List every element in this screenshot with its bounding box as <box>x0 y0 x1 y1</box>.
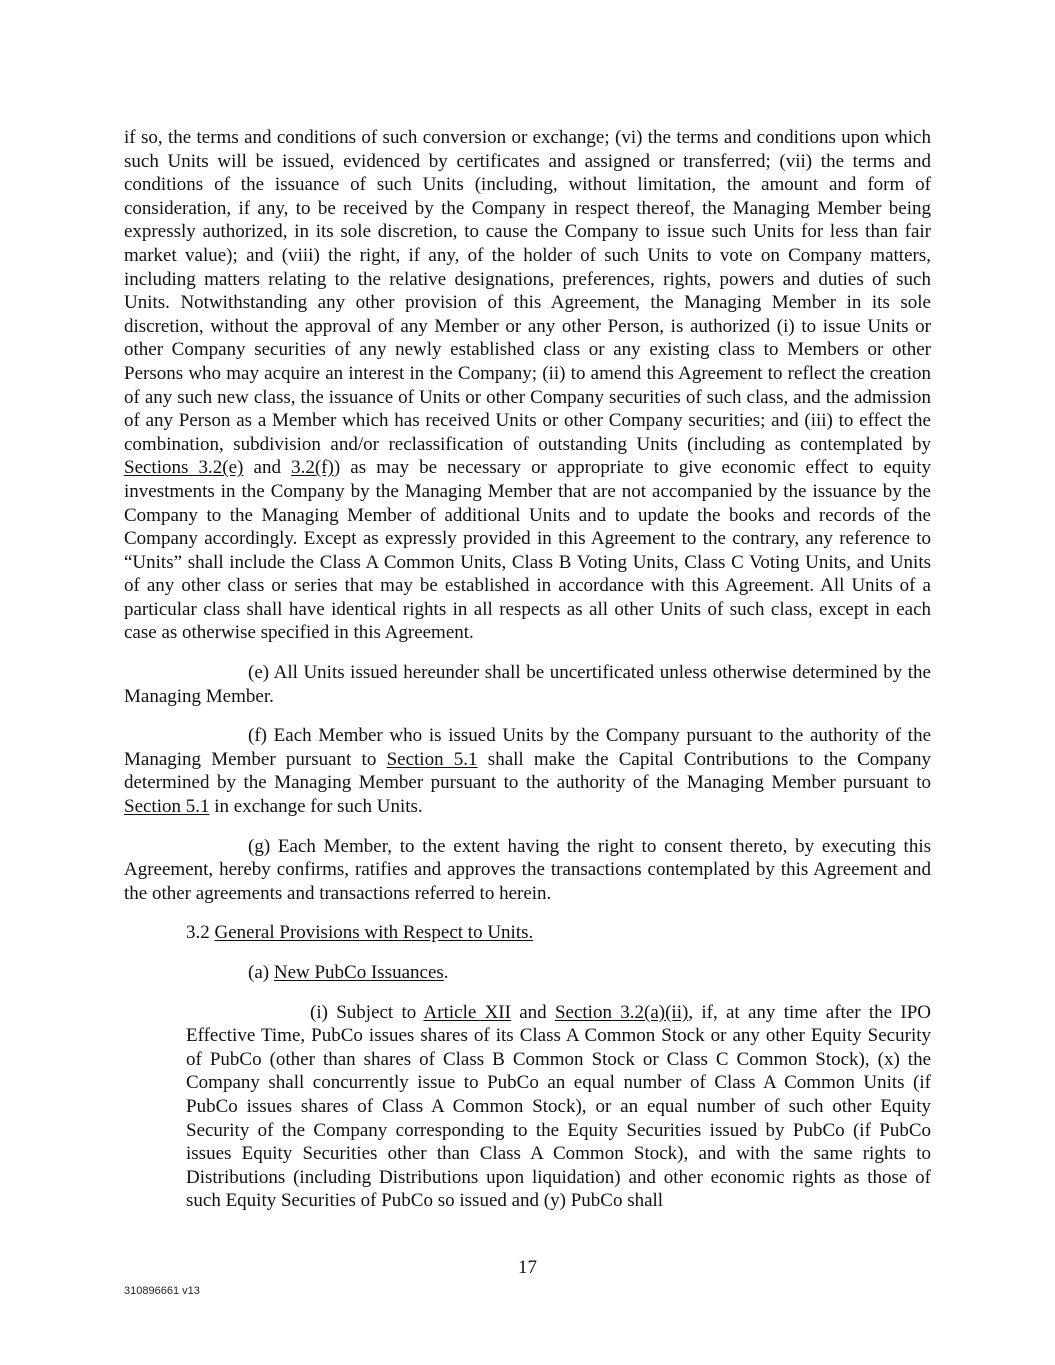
paragraph-3-1-g: (g) Each Member, to the extent having the right to consent thereto, by executing this Agreement, hereby confirms, ratifies and approves the transactions contemplated by this Agreement and the other agreements and transactions referred to herein. <box>124 835 931 904</box>
document-page <box>124 126 931 1213</box>
cross-reference-section-3-2-f[interactable]: 3.2(f) <box>291 457 334 479</box>
paragraph-3-1-e: (e) All Units issued hereunder shall be uncertificated unless otherwise determined by the Managing Member. <box>124 662 931 707</box>
cross-reference-section-5-1[interactable]: Section 5.1 <box>386 748 478 770</box>
subsection-title-3-2-a: New PubCo Issuances <box>273 962 444 983</box>
cross-reference-section-3-2-a-ii[interactable]: Section 3.2(a)(ii) <box>554 1001 689 1023</box>
section-title-3-2: General Provisions with Respect to Units. <box>214 922 534 944</box>
paragraph-3-1-d-continued: if so, the terms and conditions of such conversion or exchange; (vi) the terms and conditions upon which such Units will be issued, evidenced by certificates and assigned or transferred; (vii) the terms and conditions of the issuance of such Units (including, without limitation, the amount and form of consideration, if any, to be received by the Company in respect thereof, the Managing Member being expressly authorized, in its sole discretion, to cause the Company to issue such Units for less than fair market value); and (viii) the right, if any, of the holder of such Units to vote on Company matters, including matters relating to the relative designations, preferences, rights, powers and duties of such Units. Notwithstanding any other provision of this Agreement, the Managing Member in its sole discretion, without the approval of any Member or any other Person, is authorized (i) to issue Units or other Company securities of any newly established class or any existing class to Members or other Persons who may acquire an interest in the Company; (ii) to amend this Agreement to reflect the creation of any such new class, the issuance of Units or other Company securities of such class, and the admission of any Person as a Member which has received Units or other Company securities; and (iii) to effect the combination, subdivision and/or reclassification of outstanding Units (including as contemplated by Sections 3.2(e) and 3.2(f)) as may be necessary or appropriate to give economic effect to equity investments in the Company by the Managing Member that are not accompanied by the issuance by the Company to the Managing Member of additional Units and to update the books and records of the Company accordingly. Except as expressly provided in this Agreement to the contrary, any reference to “Units” shall include the Class A Common Units, Class B Voting Units, Class C Voting Units, and Units of any other class or series that may be established in accordance with this Agreement. All Units of a particular class shall have identical rights in all respects as all other Units of such class, except in each case as otherwise specified in this Agreement. <box>124 127 931 644</box>
paragraph-3-2-a-i: (i) Subject to Article XII and Section 3.2(a)(ii), if, at any time after the IPO Effective Time, PubCo issues shares of its Class A Common Stock or any other Equity Security of PubCo (other than shares of Class B Common Stock or Class C Common Stock), (x) the Company shall concurrently issue to PubCo an equal number of Class A Common Units (if PubCo issues shares of Class A Common Stock), or an equal number of such other Equity Security of the Company corresponding to the Equity Securities issued by PubCo (if PubCo issues Equity Securities other than Class A Common Stock), and with the same rights to Distributions (including Distributions upon liquidation) and other economic rights as those of such Equity Securities of PubCo so issued and (y) PubCo shall <box>186 1001 931 1212</box>
document-id: 310896661 v13 <box>124 1285 200 1297</box>
section-heading-3-2: 3.2 General Provisions with Respect to Units. <box>186 922 534 944</box>
subsection-heading-3-2-a: (a) New PubCo Issuances. <box>248 962 449 983</box>
page-number: 17 <box>518 1257 537 1278</box>
cross-reference-section-3-2-e[interactable]: Sections 3.2(e) <box>124 457 244 479</box>
paragraph-3-1-f: (f) Each Member who is issued Units by the Company pursuant to the authority of the Managing Member pursuant to Section 5.1 shall make the Capital Contributions to the Company determined by the Managing Member pursuant to the authority of the Managing Member pursuant to Section 5.1 in exchange for such Units. <box>124 725 931 818</box>
cross-reference-article-xii[interactable]: Article XII <box>423 1001 511 1023</box>
cross-reference-section-5-1-second[interactable]: Section 5.1 <box>124 796 210 818</box>
